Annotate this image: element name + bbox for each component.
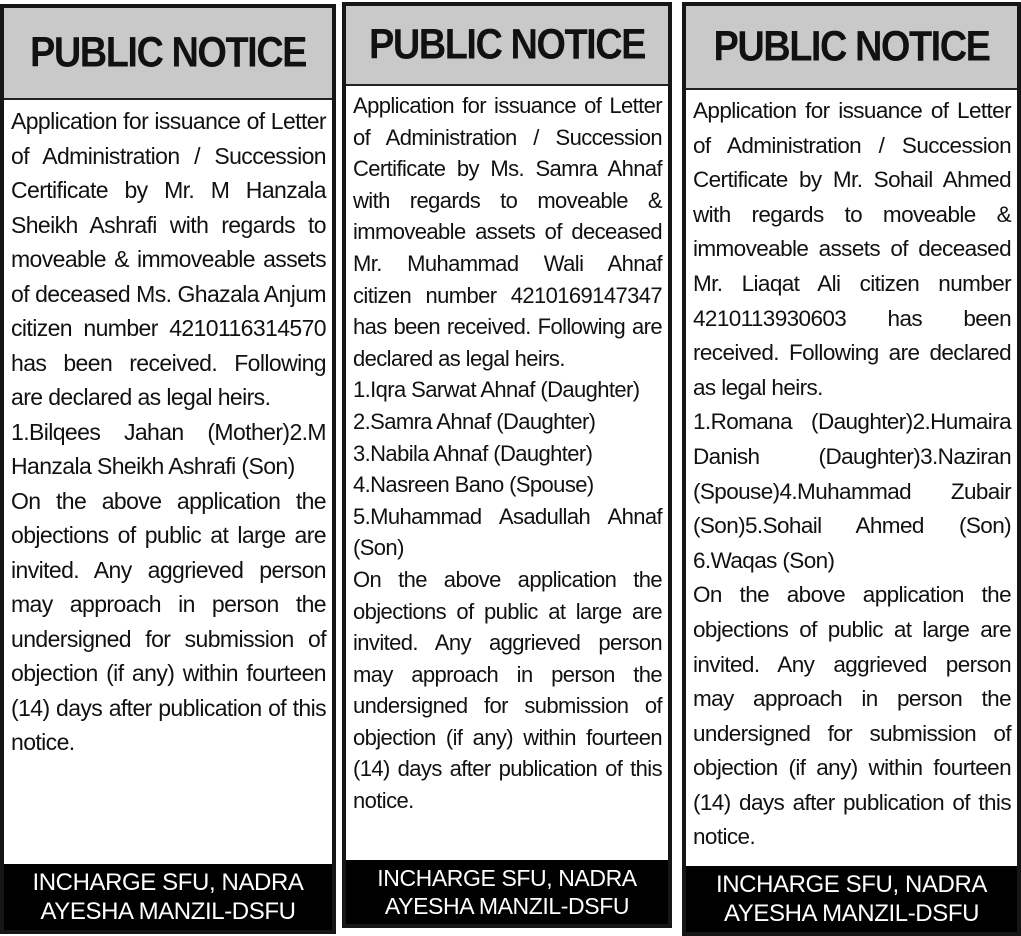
notice-heirs: 1.Romana (Daughter)2.Humaira Danish (Daughter)3.Naziran (Spouse)4.Muhammad Zubair (Son)5.Sohail Ahmed (Son) 6.Waqas (Son) [693, 409, 1011, 573]
notice-body [686, 90, 1017, 866]
notice-closing: On the above application the objections of public at large are invited. Any aggrieved person may approach in person the undersigned for submission of objection (if any) within fourteen (14) days after publication of this notice. [11, 487, 326, 755]
public-notice-2 [342, 2, 672, 928]
notice-footer [686, 866, 1017, 932]
footer-line-1: INCHARGE SFU, NADRA [32, 869, 304, 896]
footer-line-2: AYESHA MANZIL-DSFU [384, 893, 630, 919]
notice-intro: Application for issuance of Letter of Administration / Succession Certificate by Mr. M Hanzala Sheikh Ashrafi with regards to moveable & immoveable assets of deceased Ms. Ghazala Anjum citizen number 4210116314570 has been received. Following are declared as legal heirs. [11, 108, 326, 410]
notice-title: PUBLIC NOTICE [346, 6, 668, 86]
heir-item: 1.Iqra Sarwat Ahnaf (Daughter) [353, 377, 640, 403]
notice-title: PUBLIC NOTICE [4, 8, 332, 100]
notice-body [346, 86, 668, 860]
notice-body [4, 100, 332, 864]
notice-intro: Application for issuance of Letter of Administration / Succession Certificate by Ms. Samra Ahnaf with regards to moveable & immoveable assets of deceased Mr. Muhammad Wali Ahnaf citizen number 4210169147347 has been received. Following are declared as legal heirs. [353, 93, 662, 371]
notice-title: PUBLIC NOTICE [686, 6, 1017, 90]
public-notice-1 [0, 4, 336, 934]
footer-line-1: INCHARGE SFU, NADRA [715, 871, 988, 898]
footer-line-1: INCHARGE SFU, NADRA [377, 865, 637, 891]
heir-item: 5.Muhammad Asadullah Ahnaf (Son) [353, 503, 662, 561]
heir-item: 3.Nabila Ahnaf (Daughter) [353, 440, 593, 466]
footer-line-2: AYESHA MANZIL-DSFU [40, 898, 296, 925]
notice-closing: On the above application the objections of public at large are invited. Any aggrieved person may approach in person the undersigned for submission of objection (if any) within fourteen (14) days after publication of this notice. [693, 582, 1011, 850]
footer-line-2: AYESHA MANZIL-DSFU [723, 900, 980, 927]
heir-item: 4.Nasreen Bano (Spouse) [353, 472, 594, 498]
notice-heirs: 1.Bilqees Jahan (Mother)2.M Hanzala Sheikh Ashrafi (Son) [11, 418, 326, 479]
heir-item: 2.Samra Ahnaf (Daughter) [353, 408, 596, 434]
notice-closing: On the above application the objections of public at large are invited. Any aggrieved person may approach in person the undersigned for submission of objection (if any) within fourteen (14) days after publication of this notice. [353, 566, 662, 814]
notice-footer [4, 864, 332, 930]
notice-heirs [353, 374, 662, 564]
public-notice-3 [682, 2, 1021, 936]
notice-footer [346, 860, 668, 924]
notice-intro: Application for issuance of Letter of Administration / Succession Certificate by Mr. Sohail Ahmed with regards to moveable & immoveable assets of deceased Mr. Liaqat Ali citizen number 4210113930603 has been received. Following are declared as legal heirs. [693, 98, 1011, 400]
